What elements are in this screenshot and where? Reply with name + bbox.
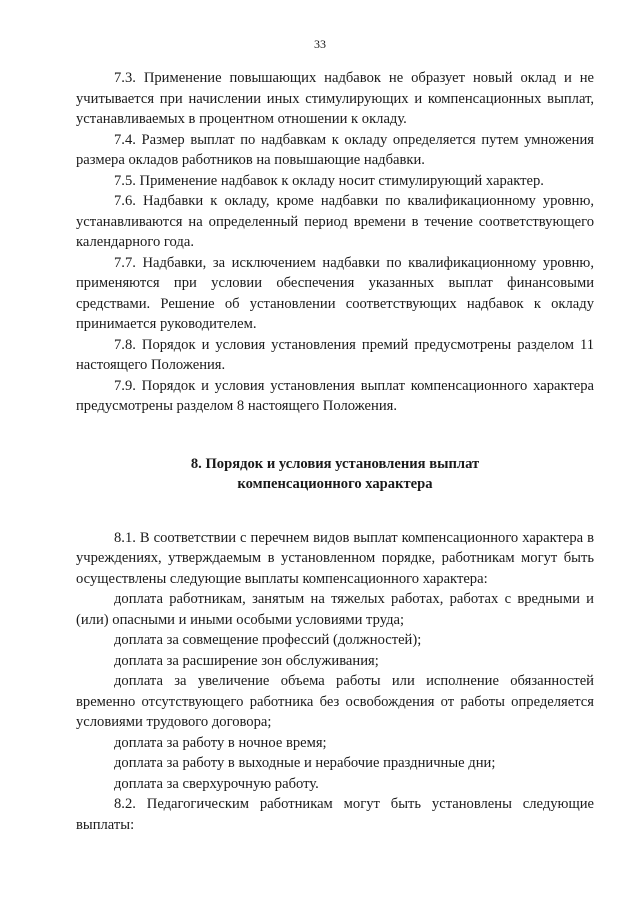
list-item: доплата работникам, занятым на тяжелых работах, работах с вредными и (или) опасными и иными особыми условиями труда; — [76, 591, 594, 628]
page-number: 33 — [314, 37, 326, 51]
paragraph-7-8: 7.8. Порядок и условия установления премий предусмотрены разделом 11 настоящего Положения. — [76, 336, 594, 373]
paragraph-7-7: 7.7. Надбавки, за исключением надбавки по квалификационному уровню, применяются при условии обеспечения указанных выплат финансовыми средствами. Решение об установлении соответствующих надбавок к окладу принимается руководителем. — [76, 254, 594, 332]
paragraph-7-4: 7.4. Размер выплат по надбавкам к окладу определяется путем умножения размера окладов работников на повышающие надбавки. — [76, 131, 594, 168]
list-item: доплата за увеличение объема работы или исполнение обязанностей временно отсутствующего работника без освобождения от работы определяется условиями трудового договора; — [76, 673, 594, 730]
paragraph-8-2: 8.2. Педагогическим работникам могут быть установлены следующие выплаты: — [76, 796, 594, 833]
section-heading-line-1: 8. Порядок и условия установления выплат — [190, 455, 480, 472]
paragraph-7-6: 7.6. Надбавки к окладу, кроме надбавки по квалификационному уровню, устанавливаются на определенный период времени в течение соответствующего календарного года. — [76, 193, 594, 250]
document-body — [76, 68, 594, 835]
list-item: доплата за совмещение профессий (должностей); — [114, 632, 422, 648]
paragraph-7-5: 7.5. Применение надбавок к окладу носит стимулирующий характер. — [114, 172, 544, 189]
paragraph-7-3: 7.3. Применение повышающих надбавок не образует новый оклад и не учитывается при начислении иных стимулирующих и компенсационных выплат, устанавливаемых в процентном отношении к окладу. — [76, 70, 594, 127]
list-item: доплата за сверхурочную работу. — [114, 775, 319, 792]
list-item: доплата за работу в ночное время; — [114, 734, 327, 751]
paragraph-8-1: 8.1. В соответствии с перечнем видов выплат компенсационного характера в учреждениях, утверждаемым в установленном порядке, работникам могут быть осуществлены следующие выплаты компенсационного характера: — [76, 529, 594, 587]
section-heading-line-2: компенсационного характера — [237, 476, 433, 492]
list-item: доплата за расширение зон обслуживания; — [114, 652, 379, 669]
list-item: доплата за работу в выходные и нерабочие праздничные дни; — [114, 755, 496, 771]
section-heading — [76, 454, 594, 495]
paragraph-7-9: 7.9. Порядок и условия установления выплат компенсационного характера предусмотрены разделом 8 настоящего Положения. — [76, 377, 594, 414]
